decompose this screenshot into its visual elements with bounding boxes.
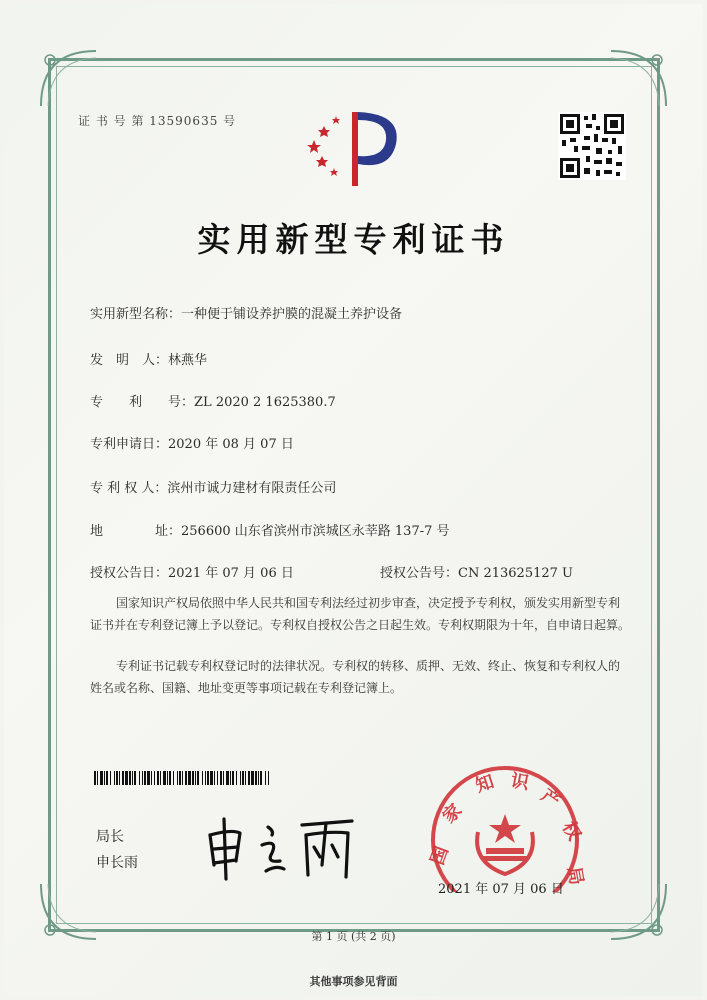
field-value: ZL 2020 2 1625380.7 (194, 395, 336, 410)
certificate-number: 证 书 号 第 13590635 号 (78, 114, 237, 128)
qr-code (558, 112, 626, 180)
field-label: 发 明 人： (90, 353, 169, 368)
field-value: 2021 年 07 月 06 日 (168, 566, 294, 581)
field-patent-number (90, 391, 336, 410)
footer-note: 其他事项参见背面 (309, 975, 398, 988)
grant-statement-paragraph: 国家知识产权局依照中华人民共和国专利法经过初步审查，决定授予专利权，颁发实用新型专利证书并在专利登记簿上予以登记。专利权自授权公告之日起生效。专利权期限为十年，自申请日起算。 (90, 596, 631, 632)
field-value: CN 213625127 U (458, 566, 573, 581)
field-value: 2020 年 08 月 07 日 (168, 437, 294, 452)
field-address (90, 520, 450, 539)
field-value: 滨州市诚力建材有限责任公司 (167, 481, 337, 496)
field-label: 地 址： (90, 524, 182, 539)
field-label: 实用新型名称： (90, 307, 182, 322)
svg-text:家: 家 (438, 799, 467, 828)
field-value: 一种便于铺设养护膜的混凝土养护设备 (181, 307, 403, 322)
field-inventor (90, 349, 207, 368)
field-grant-number (380, 562, 573, 581)
field-filing-date (90, 433, 294, 452)
field-label: 专 利 号： (90, 395, 195, 410)
field-value: 256600 山东省滨州市滨城区永莘路 137-7 号 (181, 524, 450, 539)
svg-text:国: 国 (426, 843, 453, 868)
svg-text:知: 知 (473, 771, 497, 797)
director-title: 局长 (96, 829, 124, 845)
field-utility-model-name (90, 303, 402, 322)
director-name: 申长雨 (96, 855, 138, 871)
svg-text:识: 识 (509, 770, 531, 795)
svg-text:权: 权 (557, 818, 585, 845)
corner-ornament-top-left (36, 46, 106, 116)
svg-text:产: 产 (537, 784, 564, 813)
field-grant-date (90, 562, 294, 581)
seal-date: 2021 年 07 月 06 日 (438, 882, 564, 897)
barcode (94, 770, 272, 784)
field-label: 授权公告号： (380, 566, 459, 581)
field-value: 林燕华 (168, 353, 208, 368)
svg-text:局: 局 (563, 865, 587, 887)
field-label: 专 利 权 人： (90, 481, 168, 496)
director-signature (202, 805, 372, 885)
page-number: 第 1 页 (共 2 页) (311, 930, 396, 943)
cnipa-logo (300, 100, 410, 192)
official-seal (420, 762, 590, 892)
certificate-title: 实用新型专利证书 (197, 220, 510, 259)
legal-status-paragraph: 专利证书记载专利权登记时的法律状况。专利权的转移、质押、无效、终止、恢复和专利权人的姓名或名称、国籍、地址变更等事项记载在专利登记簿上。 (90, 659, 621, 695)
field-label: 专利申请日： (90, 437, 169, 452)
corner-ornament-top-right (601, 46, 671, 116)
field-patentee (90, 477, 336, 496)
field-label: 授权公告日： (90, 566, 169, 581)
